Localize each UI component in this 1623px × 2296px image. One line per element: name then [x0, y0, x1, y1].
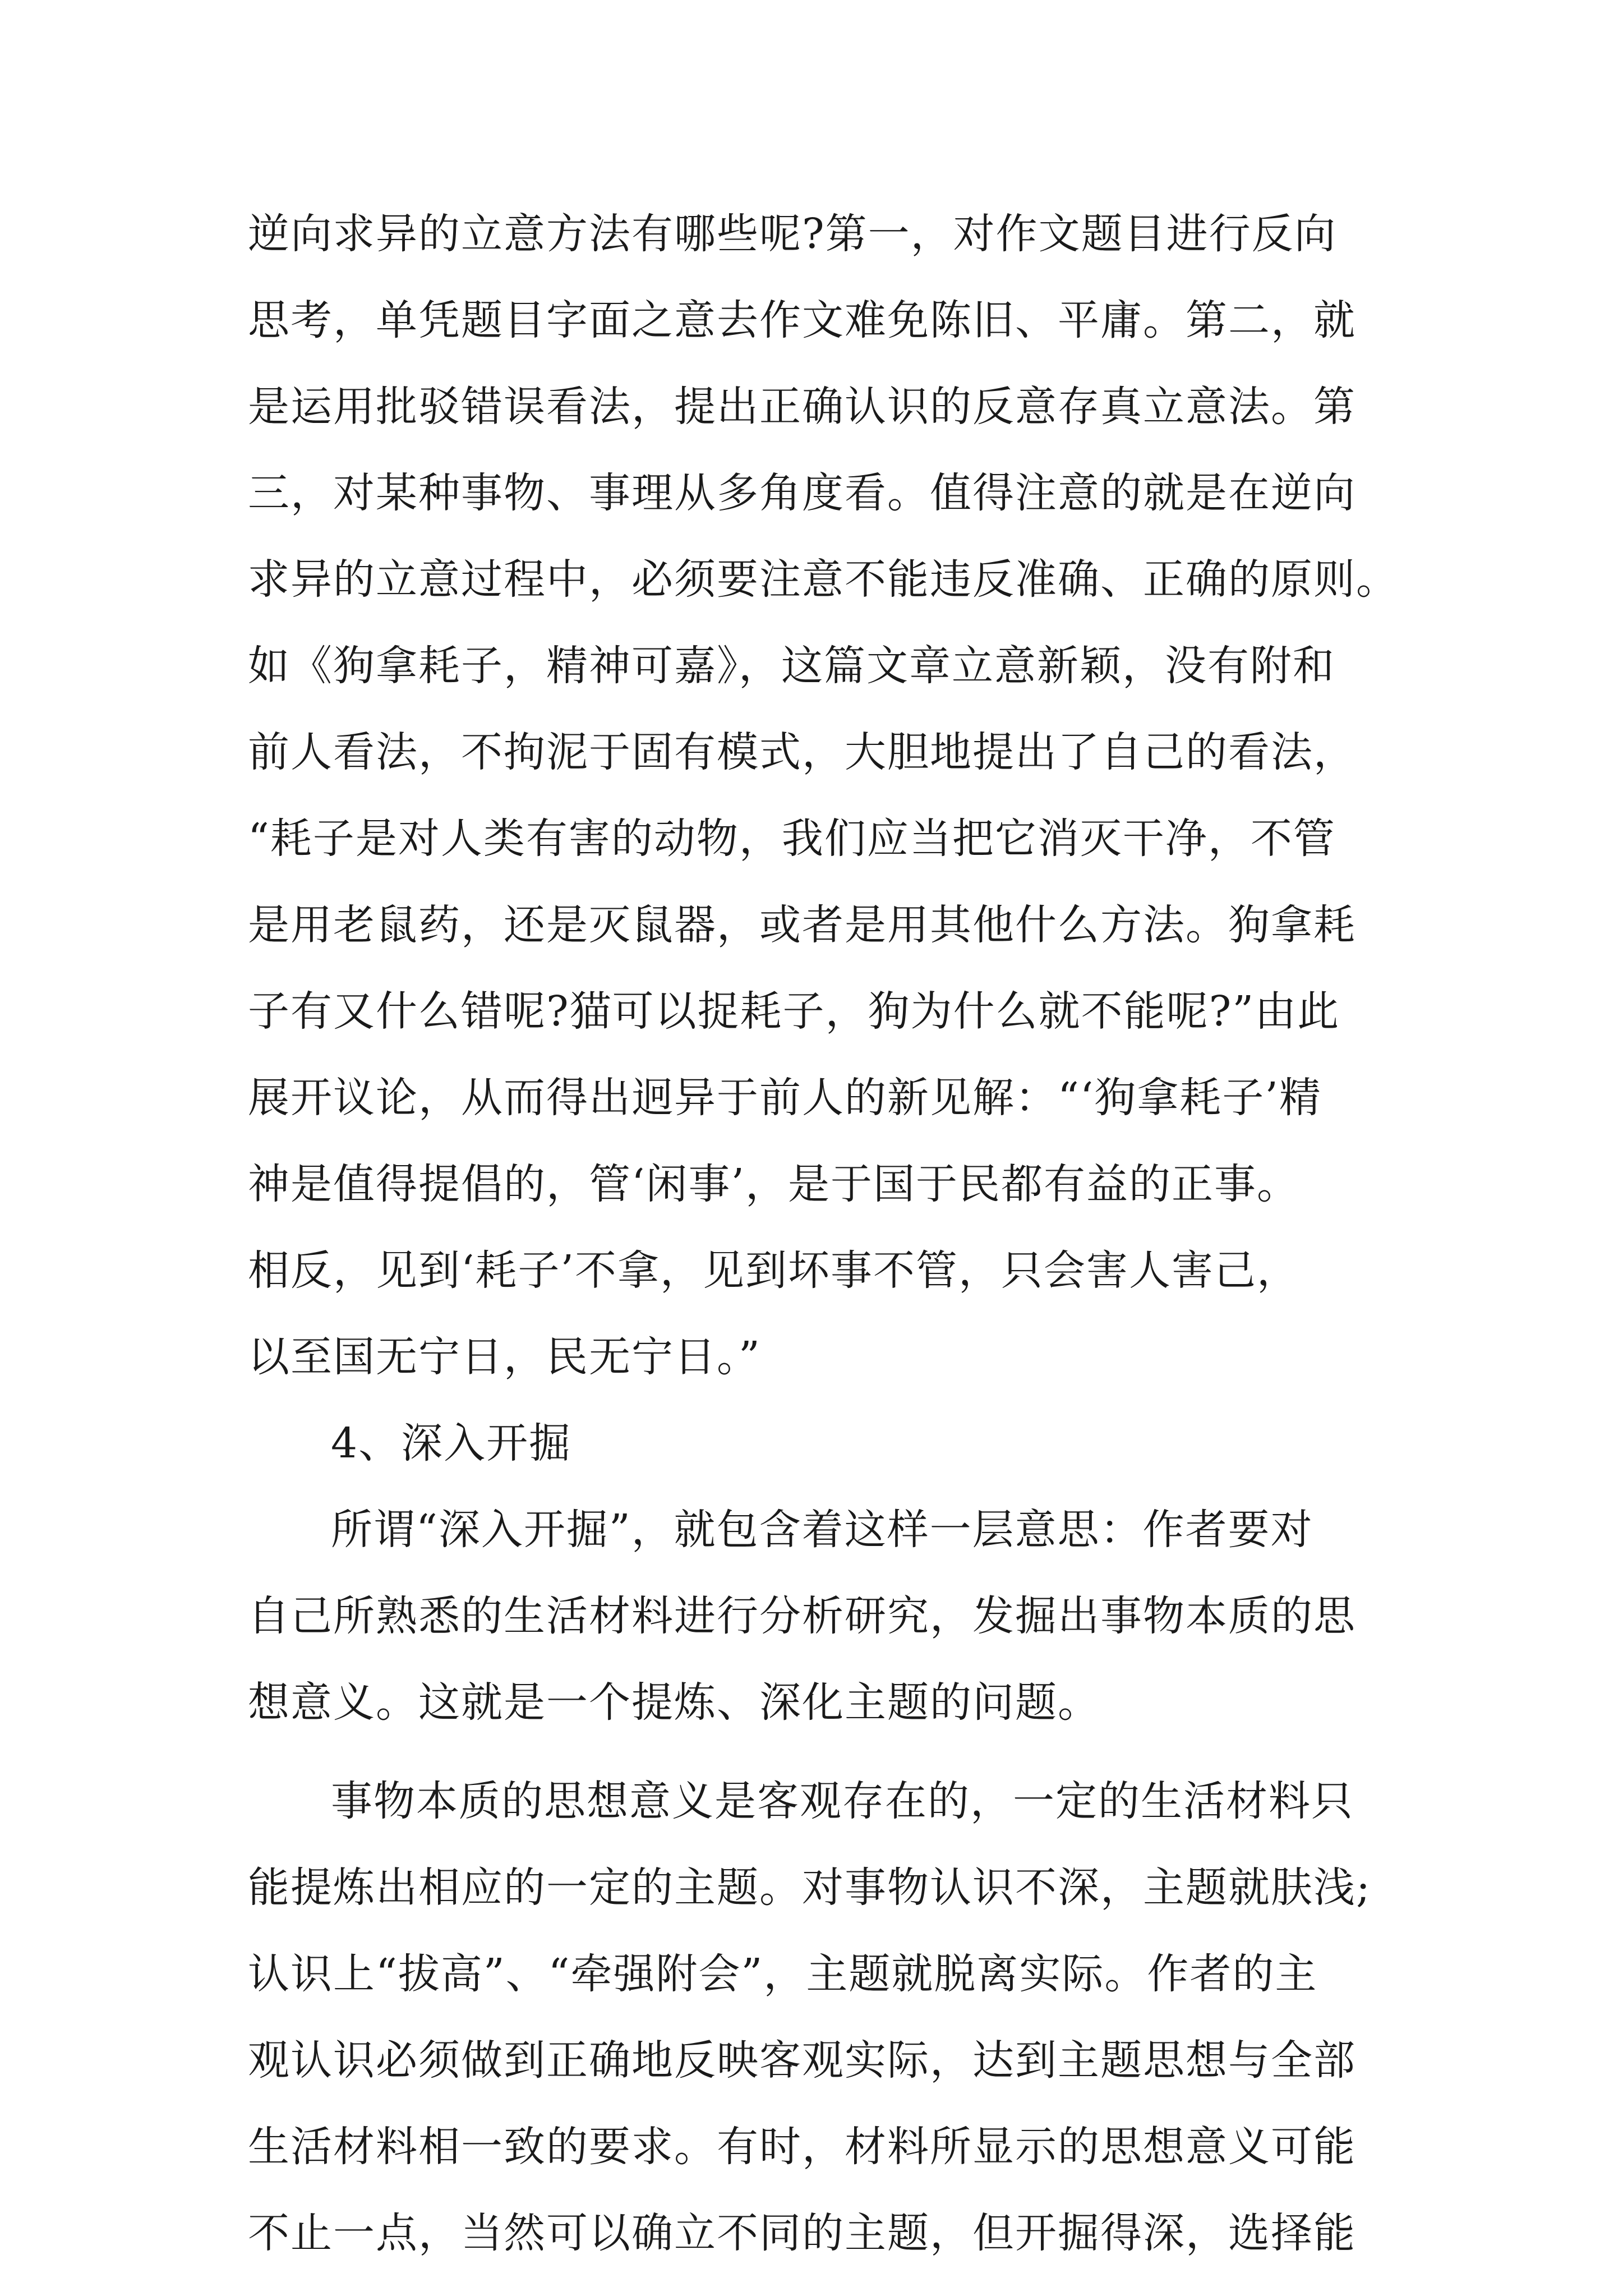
text-line: 想意义。这就是一个提炼、深化主题的问题。 [248, 1678, 1100, 1727]
text-line: 三，对某种事物、事理从多角度看。值得注意的就是在逆向 [248, 469, 1356, 517]
body-text [248, 191, 1399, 2276]
text-line: 不止一点，当然可以确立不同的主题，但开掘得深，选择能 [248, 2209, 1356, 2257]
text-line: 生活材料相一致的要求。有时，材料所显示的思想意义可能 [248, 2123, 1356, 2171]
text-line: 是运用批驳错误看法，提出正确认识的反意存真立意法。第 [248, 383, 1356, 431]
text-line: 是用老鼠药，还是灭鼠器，或者是用其他什么方法。狗拿耗 [248, 901, 1356, 949]
text-line: 求异的立意过程中，必须要注意不能违反准确、正确的原则。 [248, 555, 1399, 604]
text-line: “耗子是对人类有害的动物，我们应当把它消灭干净，不管 [248, 815, 1336, 863]
text-line: 所谓“深入开掘”，就包含着这样一层意思：作者要对 [331, 1506, 1313, 1554]
section-heading: 4、深入开掘 [331, 1419, 572, 1467]
text-line: 认识上“拔高”、“牵强附会”，主题就脱离实际。作者的主 [248, 1950, 1318, 1998]
text-line: 观认识必须做到正确地反映客观实际，达到主题思想与全部 [248, 2036, 1356, 2085]
text-line: 思考，单凭题目字面之意去作文难免陈旧、平庸。第二，就 [248, 296, 1356, 344]
text-line: 相反，见到‘耗子’不拿，见到坏事不管，只会害人害己， [248, 1246, 1300, 1295]
text-line: 前人看法，不拘泥于固有模式，大胆地提出了自己的看法， [248, 728, 1356, 776]
text-line: 神是值得提倡的，管‘闲事’，是于国于民都有益的正事。 [248, 1160, 1300, 1208]
text-line: 子有又什么错呢?猫可以捉耗子，狗为什么就不能呢?”由此 [248, 987, 1340, 1036]
text-line: 展开议论，从而得出迥异于前人的新见解：“‘狗拿耗子’精 [248, 1074, 1322, 1122]
text-line: 自己所熟悉的生活材料进行分析研究，发掘出事物本质的思 [248, 1592, 1356, 1640]
text-line: 如《狗拿耗子，精神可嘉》，这篇文章立意新颖，没有附和 [248, 642, 1335, 690]
text-line: 以至国无宁日，民无宁日。” [248, 1333, 761, 1381]
text-line: 事物本质的思想意义是客观存在的，一定的生活材料只 [331, 1777, 1354, 1825]
text-line: 逆向求异的立意方法有哪些呢?第一，对作文题目进行反向 [248, 210, 1337, 258]
text-line: 能提炼出相应的一定的主题。对事物认识不深，主题就肤浅; [248, 1864, 1371, 1912]
